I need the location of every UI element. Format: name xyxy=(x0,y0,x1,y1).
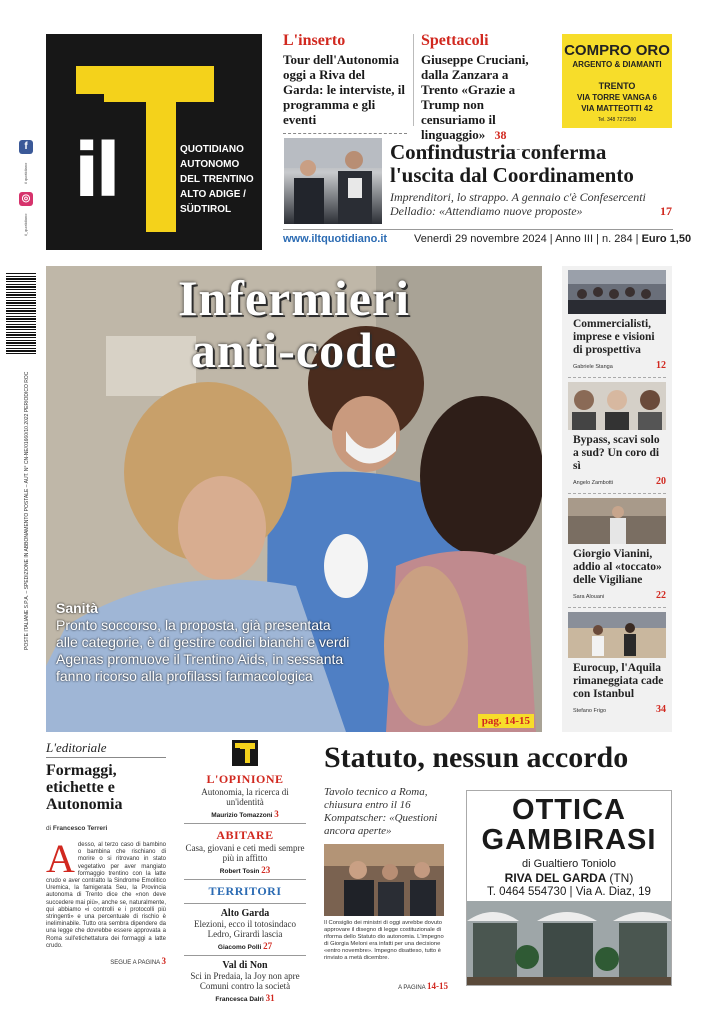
ad-subtitle: ARGENTO & DIAMANTI xyxy=(572,60,662,69)
ad-city: RIVA DEL GARDA (TN) xyxy=(504,871,634,885)
editorial-author: di Francesco Terreri xyxy=(46,825,108,832)
spettacoli-page: 38 xyxy=(494,128,507,142)
main-caption xyxy=(56,600,356,685)
logo-tagline: QUOTIDIANO AUTONOMO DEL TRENTINO ALTO ADIGE / SÜDTIROL xyxy=(180,144,254,215)
portraits-image xyxy=(568,382,666,430)
dropcap: A xyxy=(46,836,75,881)
masthead-divider xyxy=(283,229,673,230)
issue-price: Euro 1,50 xyxy=(641,233,692,245)
statuto-photo[interactable] xyxy=(324,844,444,916)
abitare-text: Casa, giovani e ceti medi sempre più in affitto xyxy=(185,843,305,863)
ad-address-1: VIA TORRE VANGA 6 xyxy=(576,93,657,102)
editorial[interactable] xyxy=(46,740,166,966)
opinions-column xyxy=(184,740,306,1003)
inserto-text: Tour dell'Autonomia oggi a Riva del Garda: le interviste, il programma e gli eventi xyxy=(283,52,406,127)
list-item[interactable] xyxy=(562,270,672,378)
logo-mark: il xyxy=(74,128,117,214)
thumbnail xyxy=(568,382,666,430)
thumbnail xyxy=(568,612,666,658)
divider xyxy=(184,879,306,880)
territori-text: Elezioni, ecco il totosindaco Ledro, Girardi lascia xyxy=(194,919,296,939)
main-section: Sanità xyxy=(56,600,99,616)
item-author: Sara Alouani xyxy=(573,594,605,600)
storefront-image xyxy=(467,901,672,986)
facebook-handle: il quotidiano xyxy=(23,162,28,184)
item-page: 34 xyxy=(656,704,666,715)
confindustria-subtitle: Imprenditori, lo strappo. A gennaio c'è Confesercenti Delladio: «Attendiamo nuove proposte» 17 xyxy=(390,190,672,218)
list-item[interactable] xyxy=(562,498,672,608)
opinion-label: L'OPINIONE xyxy=(206,772,284,786)
editorial-title: Formaggi, etichette e Autonomia xyxy=(46,762,123,813)
masthead-logo[interactable] xyxy=(46,34,262,250)
ad-name: OTTICA GAMBIRASI xyxy=(481,794,657,856)
ad-phone: Tel. 348 7272590 xyxy=(597,117,637,123)
statuto-headline[interactable]: Statuto, nessun accordo xyxy=(324,741,629,774)
issue-year: Anno III xyxy=(555,233,594,245)
politicians-image xyxy=(324,844,444,916)
statuto-body: Il Consiglio dei ministri di oggi avrebbe dovuto approvare il disegno di legge costituzionale di riforma dello Statuto dio autonomia. L'impegno di Giorgia Meloni era infatti per una decisione «entro novembre». Impegno disatteso, tutto è rinviato a metà dicembre. xyxy=(324,920,444,961)
logo-t-bar xyxy=(104,66,214,102)
territori-label: TERRITORI xyxy=(208,884,282,898)
item-page: 22 xyxy=(656,590,666,601)
shopfront-image xyxy=(467,901,672,986)
ad-city: TRENTO xyxy=(598,81,636,91)
territori-place: Alto Garda xyxy=(220,908,270,919)
column-divider xyxy=(413,34,414,126)
item-author: Gabriele Stanga xyxy=(573,364,613,370)
ad-owner: di Gualtiero Toniolo xyxy=(522,858,616,870)
social-links xyxy=(16,140,38,260)
list-item[interactable] xyxy=(562,382,672,494)
divider xyxy=(184,903,306,904)
statuto-continues[interactable]: A PAGINA 14-15 xyxy=(398,981,448,991)
item-title: Eurocup, l'Aquila rimaneggiata cade con Istanbul xyxy=(573,662,664,700)
inserto-label: L'inserto xyxy=(283,32,346,49)
divider xyxy=(184,955,306,956)
divider xyxy=(568,493,666,494)
small-logo-icon xyxy=(232,740,258,766)
thumbnail xyxy=(568,498,666,544)
editorial-label: L'editoriale xyxy=(46,740,166,758)
item-page: 12 xyxy=(656,360,666,371)
ottica-ad[interactable] xyxy=(466,790,672,986)
territori-text: Sci in Predaia, la Joy non apre Comuni contro la società xyxy=(190,971,300,991)
issue-number: n. 284 xyxy=(602,233,633,245)
instagram-handle: il_quotidiano xyxy=(23,213,28,236)
confindustria-page: 17 xyxy=(660,204,672,218)
compro-oro-ad[interactable] xyxy=(562,34,672,128)
abitare-item[interactable]: ABITARE Casa, giovani e ceti medi sempre più in affitto Robert Tosin 23 xyxy=(185,828,305,875)
conference-image xyxy=(568,270,666,314)
item-author: Stefano Frigo xyxy=(573,708,607,714)
thumbnail xyxy=(568,270,666,314)
item-title: Commercialisti, imprese e visioni di prospettiva xyxy=(573,318,655,356)
logo-t-stem xyxy=(146,102,176,232)
divider xyxy=(568,607,666,608)
instagram-icon[interactable]: ◎ xyxy=(19,192,33,206)
abitare-label: ABITARE xyxy=(216,828,274,842)
divider xyxy=(184,823,306,824)
item-title: Giorgio Vianini, addio al «toccato» delle Vigiliane xyxy=(573,548,662,586)
territori-item[interactable]: Alto Garda Elezioni, ecco il totosindaco Ledro, Girardi lascia Giacomo Polli 27 xyxy=(184,908,306,951)
opinion-text: Autonomia, la ricerca di un'identità xyxy=(201,787,289,807)
barcode xyxy=(6,272,36,354)
list-item[interactable] xyxy=(562,612,672,715)
editorial-continues[interactable]: SEGUE A PAGINA 3 xyxy=(110,956,166,967)
right-column xyxy=(562,266,672,732)
spettacoli-text: Giuseppe Cruciani, dalla Zanzara a Trento «Grazie a Trump non censuriamo il linguaggio» 38 xyxy=(421,52,529,142)
main-page-ref[interactable]: pag. 14-15 xyxy=(478,714,534,728)
spettacoli-teaser[interactable] xyxy=(421,32,545,150)
ad-contact: T. 0464 554730 | Via A. Diaz, 19 xyxy=(487,886,651,898)
territori-place: Val di Non xyxy=(222,960,268,971)
people-image xyxy=(284,138,382,224)
postal-notice: POSTE ITALIANE S.P.A. – SPEDIZIONE IN ABBONAMENTO POSTALE – AUT. N° CN-NE/01660/10.2022 PERIODICO ROC xyxy=(24,371,30,650)
website-link[interactable]: www.iltquotidiano.it xyxy=(283,233,388,245)
divider xyxy=(283,133,407,134)
inserto-teaser[interactable] xyxy=(283,32,407,134)
opinion-item[interactable]: L'OPINIONE Autonomia, la ricerca di un'identità Maurizio Tomazzoni 3 xyxy=(184,772,306,819)
item-author: Angelo Zambotti xyxy=(573,480,614,486)
facebook-icon[interactable]: f xyxy=(19,140,33,154)
basketball-image xyxy=(568,612,666,658)
ceremony-image xyxy=(568,498,666,544)
ad-address-2: VIA MATTEOTTI 42 xyxy=(581,104,653,113)
item-title: Bypass, scavi solo a sud? Un coro di sì xyxy=(573,434,660,472)
statuto-subtitle: Tavolo tecnico a Roma, chiusura entro il 16 Kompatscher: «Questioni ancora aperte» xyxy=(324,786,438,837)
confindustria-headline[interactable]: Confindustria conferma l'uscita dal Coordinamento xyxy=(390,140,634,187)
ad-title: COMPRO ORO xyxy=(564,42,670,59)
confindustria-photo[interactable] xyxy=(284,138,382,224)
item-page: 20 xyxy=(656,476,666,487)
issue-info: Venerdì 29 novembre 2024 | Anno III | n. 284 | Euro 1,50 xyxy=(414,233,692,245)
territori-item[interactable]: Val di Non Sci in Predaia, la Joy non apre Comuni contro la società Francesca Dalrì 31 xyxy=(184,960,306,1003)
main-summary: Pronto soccorso, la proposta, già presentata alle categorie, è di gestire codici bianchi e verdi Agenas promuove il Trentino Aids, in sessanta fanno ricorso alla profilassi farmacologica xyxy=(56,617,350,684)
main-story[interactable] xyxy=(46,266,542,732)
main-headline: Infermieri anti-code xyxy=(177,270,411,378)
issue-date: Venerdì 29 novembre 2024 xyxy=(414,233,547,245)
logo-i-dot xyxy=(76,66,104,94)
spettacoli-label: Spettacoli xyxy=(421,32,489,49)
divider xyxy=(568,377,666,378)
editorial-body: A desso, al terzo caso di bambino o bambina che rischiano di morire o si ritrovano in stato vegetativo per aver mangiato formaggio trentino con la latte crudo e aver contratto la Sindrome Emolitico Uremica, la famigerata Seu, la Provincia autonoma di Trento dice che «non deve succedere mai più», anche se, naturalmente, qui abbiamo «i controlli e i protocolli più stringenti» e una percentuale di rischio è ineliminabile. Tutto ora sembra dipendere da una legge che dovrebbe essere approvata a Roma sull'etichettatura dei formaggi a latte crudo. xyxy=(46,836,166,949)
